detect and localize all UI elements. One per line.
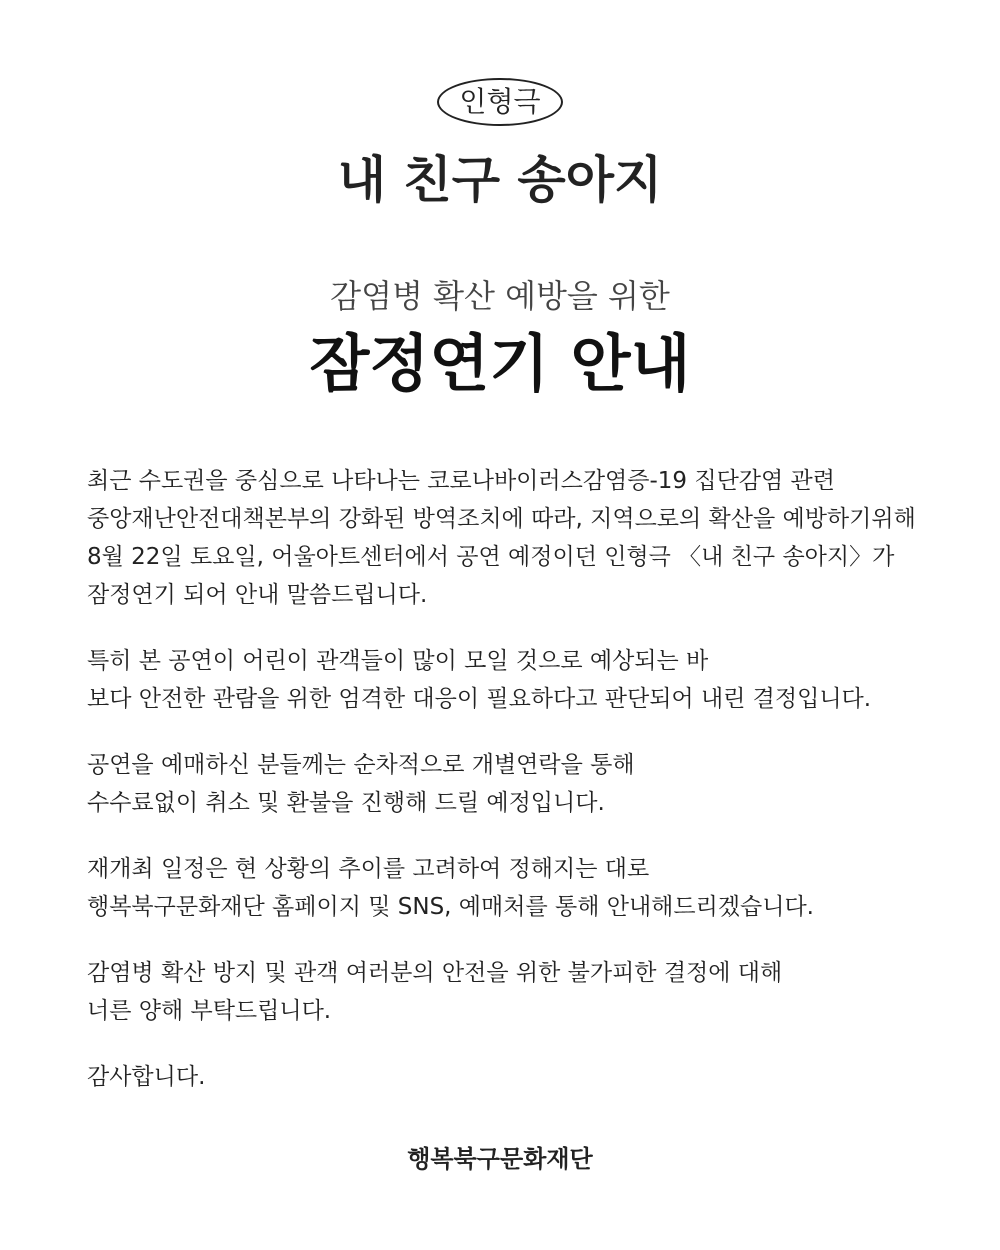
- body-line: 잠정연기 되어 안내 말씀드립니다.: [87, 582, 428, 608]
- paragraph-thanks: [87, 1058, 957, 1096]
- body-line: 공연을 예매하신 분들께는 순차적으로 개별연락을 통해: [87, 752, 635, 778]
- paragraph-postponement: [87, 462, 957, 614]
- paragraph-reason: [87, 642, 957, 718]
- genre-badge-wrap: [0, 78, 1000, 126]
- notice-title: 잠정연기 안내: [309, 327, 691, 400]
- body-line: 행복북구문화재단 홈페이지 및 SNS, 예매처를 통해 안내해드리겠습니다.: [87, 894, 814, 920]
- notice-subtitle: 감염병 확산 예방을 위한: [330, 277, 670, 315]
- body-line: 감사합니다.: [87, 1064, 206, 1090]
- body-line: 감염병 확산 방지 및 관객 여러분의 안전을 위한 불가피한 결정에 대해: [87, 960, 783, 986]
- body-line: 8월 22일 토요일, 어울아트센터에서 공연 예정이던 인형극 〈내 친구 송아지〉가: [87, 544, 895, 570]
- paragraph-refund: [87, 746, 957, 822]
- body-line: 수수료없이 취소 및 환불을 진행해 드릴 예정입니다.: [87, 790, 605, 816]
- body-line: 최근 수도권을 중심으로 나타나는 코로나바이러스감염증-19 집단감염 관련: [87, 468, 835, 494]
- body-line: 너른 양해 부탁드립니다.: [87, 998, 332, 1024]
- body-line: 재개최 일정은 현 상황의 추이를 고려하여 정해지는 대로: [87, 856, 650, 882]
- body-line: 보다 안전한 관람을 위한 엄격한 대응이 필요하다고 판단되어 내린 결정입니다.: [87, 686, 872, 712]
- paragraph-apology: [87, 954, 957, 1030]
- show-title: 내 친구 송아지: [337, 151, 663, 209]
- genre-badge: 인형극: [437, 78, 562, 126]
- body-line: 특히 본 공연이 어린이 관객들이 많이 모일 것으로 예상되는 바: [87, 648, 709, 674]
- body-line: 중앙재난안전대책본부의 강화된 방역조치에 따라, 지역으로의 확산을 예방하기위해: [87, 506, 916, 532]
- organization-signature: 행복북구문화재단: [407, 1145, 593, 1173]
- notice-body: [87, 462, 957, 1124]
- paragraph-reschedule: [87, 850, 957, 926]
